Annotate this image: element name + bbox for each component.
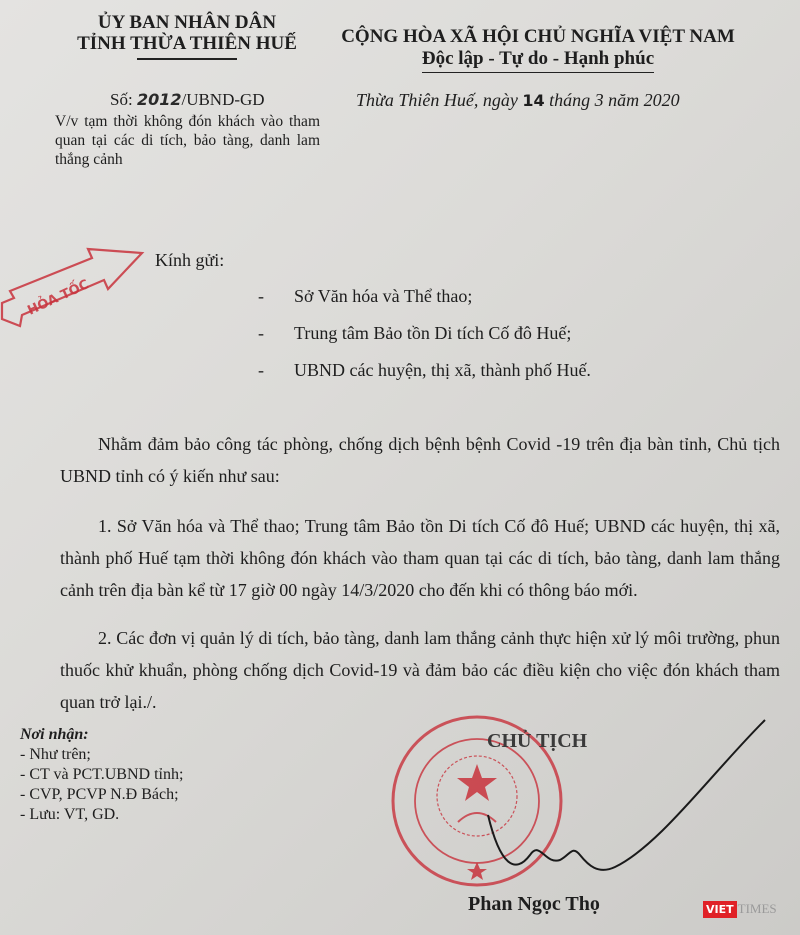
recipient-item: - CT và PCT.UBND tỉnh; [20, 766, 184, 783]
recipients-title: Nơi nhận: [20, 726, 89, 743]
national-motto: Độc lập - Tự do - Hạnh phúc [422, 48, 654, 73]
issuer-underline [137, 58, 237, 60]
document-number-suffix: /UBND-GD [181, 90, 265, 109]
place-date-day: 14 [522, 91, 545, 110]
body-intro [60, 428, 780, 492]
document-number-label: Số: [110, 90, 137, 109]
body-point-1 [60, 510, 780, 606]
addressees-title: Kính gửi: [155, 250, 225, 270]
body-intro-text: Nhằm đảm bảo công tác phòng, chống dịch bệnh bệnh Covid -19 trên địa bàn tỉnh, Chủ tịch UBND tỉnh có ý kiến như sau: [60, 434, 780, 486]
place-date-suffix: tháng 3 năm 2020 [544, 90, 680, 110]
body-point-1-text: 1. Sở Văn hóa và Thể thao; Trung tâm Bảo tồn Di tích Cố đô Huế; UBND các huyện, thị xã, thành phố Huế tạm thời không đón khách vào tham quan tại các di tích, bảo tàng, danh lam thắng cảnh trên địa bàn kể từ 17 giờ 00 ngày 14/3/2020 cho đến khi có thông báo mới. [60, 516, 780, 600]
document-subject: V/v tạm thời không đón khách vào tham quan tại các di tích, bảo tàng, danh lam thắng cảnh [55, 113, 320, 168]
place-date-prefix: Thừa Thiên Huế, ngày [356, 90, 523, 110]
issuer-header [62, 12, 312, 60]
document-number-value: 2012 [136, 90, 182, 109]
nation-title: CỘNG HÒA XÃ HỘI CHỦ NGHĨA VIỆT NAM [341, 26, 735, 47]
document-number [110, 90, 265, 110]
recipient-item: - Lưu: VT, GD. [20, 806, 120, 823]
addressee-text: UBND các huyện, thị xã, thành phố Huế. [294, 360, 591, 380]
recipient-item: - CVP, PCVP N.Đ Bách; [20, 786, 179, 803]
addressee-text: Sở Văn hóa và Thể thao; [294, 286, 473, 306]
addressee-item: - Sở Văn hóa và Thể thao; [258, 286, 473, 306]
addressee-item: - Trung tâm Bảo tồn Di tích Cố đô Huế; [258, 323, 572, 343]
place-date [356, 90, 680, 111]
logo-part-viet: VIET [703, 901, 737, 918]
viettimes-logo [703, 898, 777, 920]
signer-name: Phan Ngọc Thọ [468, 893, 600, 915]
issuer-line-1: ỦY BAN NHÂN DÂN [97, 12, 277, 33]
body-point-2 [60, 622, 780, 718]
addressee-text: Trung tâm Bảo tồn Di tích Cố đô Huế; [294, 323, 572, 343]
urgent-stamp-arrow-icon [0, 223, 150, 333]
logo-part-times: TIMES [737, 901, 777, 916]
recipient-item: - Như trên; [20, 746, 91, 763]
issuer-line-2: TỈNH THỪA THIÊN HUẾ [77, 33, 297, 54]
addressee-item: - UBND các huyện, thị xã, thành phố Huế. [258, 360, 591, 380]
national-header [318, 26, 758, 73]
handwritten-signature-icon [470, 715, 770, 895]
urgent-stamp-text: HỎA TỐC [25, 277, 92, 319]
recipients-block [20, 725, 183, 825]
body-point-2-text: 2. Các đơn vị quản lý di tích, bảo tàng, danh lam thắng cảnh thực hiện xử lý môi trường, phun thuốc khử khuẩn, phòng chống dịch Covid-19 và đảm bảo các điều kiện cho việc đón khách tham quan trở lại./. [60, 628, 780, 712]
signer-position: CHỦ TỊCH [487, 730, 588, 752]
